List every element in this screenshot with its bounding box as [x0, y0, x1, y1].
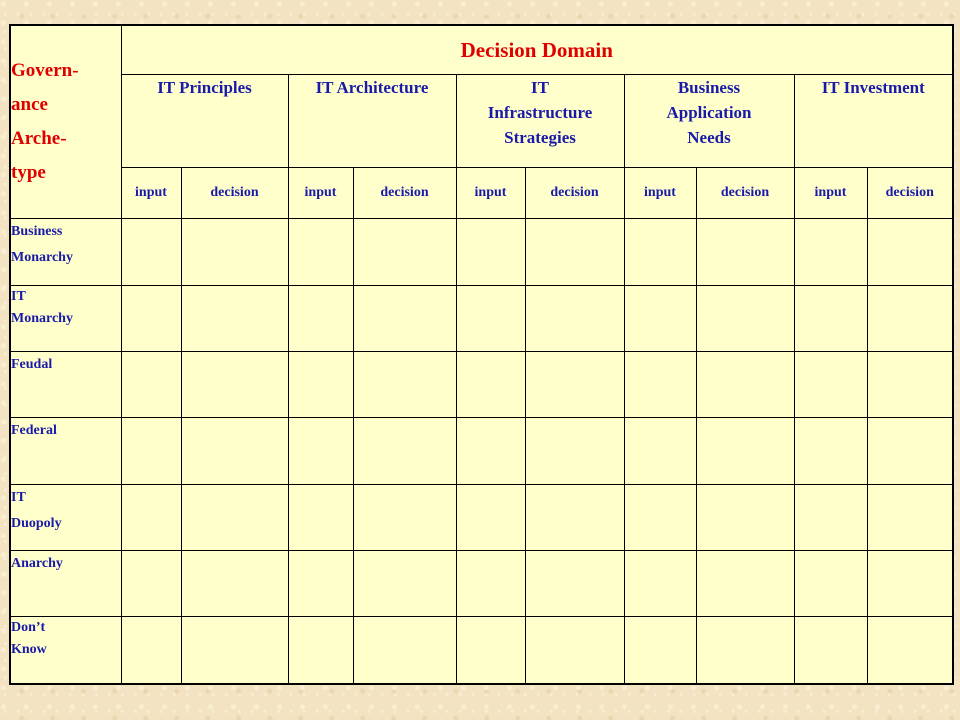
- row-label-line1: Don’t: [11, 620, 46, 636]
- table-cell: [353, 484, 456, 550]
- domain-it-architecture: [288, 75, 456, 168]
- table-cell: [288, 285, 353, 351]
- table-cell: [181, 550, 288, 616]
- table-cell: [696, 418, 794, 484]
- table-cell: [181, 285, 288, 351]
- domain-business-application-needs: [624, 75, 794, 168]
- table-cell: [624, 617, 696, 684]
- row-label-line2: Know: [11, 642, 47, 658]
- domain-label-line1: Business: [677, 78, 741, 98]
- domain-label-line3: Needs: [687, 128, 731, 148]
- table-cell: [353, 285, 456, 351]
- table-cell: [525, 219, 624, 285]
- row-label-line2: Duopoly: [11, 515, 62, 531]
- table-cell: [353, 351, 456, 417]
- archetype-header-line1: Govern-: [11, 60, 79, 82]
- table-cell: [696, 285, 794, 351]
- row-label-line1: IT: [11, 489, 26, 505]
- row-header-it-monarchy: [10, 285, 121, 351]
- table-row: [10, 285, 953, 351]
- table-cell: [456, 484, 525, 550]
- sub-header-input: input: [624, 168, 696, 219]
- archetype-header-line4: type: [11, 162, 46, 184]
- table-cell: [181, 484, 288, 550]
- table-cell: [696, 219, 794, 285]
- domain-it-principles: [121, 75, 288, 168]
- table-cell: [624, 219, 696, 285]
- row-label-line2: Monarchy: [11, 310, 73, 326]
- table-cell: [624, 285, 696, 351]
- table-cell: [794, 418, 867, 484]
- sub-header-input: input: [456, 168, 525, 219]
- table-cell: [867, 418, 953, 484]
- domain-it-investment: [794, 75, 953, 168]
- governance-archetype-table: [9, 24, 954, 685]
- row-header-it-duopoly: [10, 484, 121, 550]
- table-cell: [121, 617, 181, 684]
- domain-label-line1: IT: [531, 78, 549, 98]
- row-label-line1: Anarchy: [11, 555, 63, 571]
- domain-label: IT Architecture: [315, 78, 429, 98]
- table-cell: [121, 484, 181, 550]
- table-cell: [794, 351, 867, 417]
- table-row: [10, 418, 953, 484]
- table-cell: [696, 351, 794, 417]
- table-cell: [456, 550, 525, 616]
- sub-header-input: input: [288, 168, 353, 219]
- table-cell: [867, 550, 953, 616]
- domain-label-line2: Application: [666, 103, 752, 123]
- table-cell: [696, 550, 794, 616]
- sub-header-decision: decision: [181, 168, 288, 219]
- row-label-line1: Federal: [11, 423, 57, 439]
- table-cell: [288, 617, 353, 684]
- table-cell: [121, 219, 181, 285]
- sub-header-decision: decision: [696, 168, 794, 219]
- table-cell: [794, 617, 867, 684]
- sub-header-decision: decision: [353, 168, 456, 219]
- sub-header-input: input: [121, 168, 181, 219]
- row-header-dont-know: [10, 617, 121, 684]
- table-cell: [353, 617, 456, 684]
- table-cell: [525, 617, 624, 684]
- table-cell: [456, 617, 525, 684]
- table-cell: [456, 285, 525, 351]
- table-cell: [794, 219, 867, 285]
- table-cell: [696, 484, 794, 550]
- table-cell: [794, 550, 867, 616]
- table-cell: [288, 351, 353, 417]
- sub-header-decision: decision: [525, 168, 624, 219]
- table-cell: [181, 219, 288, 285]
- table-cell: [288, 219, 353, 285]
- table-cell: [525, 418, 624, 484]
- row-label-line2: Monarchy: [11, 250, 73, 266]
- row-header-federal: [10, 418, 121, 484]
- table-cell: [288, 550, 353, 616]
- table-cell: [867, 351, 953, 417]
- table-cell: [867, 285, 953, 351]
- table-cell: [696, 617, 794, 684]
- sub-header-decision: decision: [867, 168, 953, 219]
- sub-header-input: input: [794, 168, 867, 219]
- table-cell: [867, 219, 953, 285]
- row-label-line1: Business: [11, 224, 63, 240]
- table-row: [10, 550, 953, 616]
- table-cell: [288, 484, 353, 550]
- row-label-line1: IT: [11, 288, 26, 304]
- decision-domain-title: Decision Domain: [121, 25, 953, 75]
- domain-label: IT Principles: [157, 78, 252, 98]
- table-cell: [794, 484, 867, 550]
- table-cell: [867, 617, 953, 684]
- domain-label: IT Investment: [821, 78, 925, 98]
- table-cell: [181, 418, 288, 484]
- table-cell: [525, 285, 624, 351]
- table-cell: [624, 418, 696, 484]
- archetype-header-line2: ance: [11, 94, 48, 116]
- table-cell: [121, 550, 181, 616]
- table-cell: [456, 351, 525, 417]
- domain-label-line2: Infrastructure: [487, 103, 593, 123]
- archetype-header-line3: Arche-: [11, 128, 67, 150]
- table-cell: [624, 351, 696, 417]
- table-cell: [456, 219, 525, 285]
- table-cell: [624, 484, 696, 550]
- table-cell: [525, 351, 624, 417]
- table-cell: [525, 484, 624, 550]
- table-cell: [353, 418, 456, 484]
- table-cell: [121, 418, 181, 484]
- table-cell: [121, 285, 181, 351]
- table-row: [10, 351, 953, 417]
- domain-label-line3: Strategies: [504, 128, 576, 148]
- table-cell: [353, 550, 456, 616]
- row-header-feudal: [10, 351, 121, 417]
- row-header-anarchy: [10, 550, 121, 616]
- table-cell: [867, 484, 953, 550]
- table-cell: [624, 550, 696, 616]
- row-header-business-monarchy: [10, 219, 121, 285]
- table-cell: [288, 418, 353, 484]
- table-cell: [794, 285, 867, 351]
- table-cell: [525, 550, 624, 616]
- table-cell: [181, 617, 288, 684]
- table-cell: [353, 219, 456, 285]
- table-row: [10, 219, 953, 285]
- table-row: [10, 617, 953, 684]
- archetype-header-cell: [10, 25, 121, 219]
- row-label-line1: Feudal: [11, 356, 53, 372]
- table-cell: [121, 351, 181, 417]
- table-cell: [181, 351, 288, 417]
- table-row: [10, 484, 953, 550]
- domain-it-infrastructure-strategies: [456, 75, 624, 168]
- table-cell: [456, 418, 525, 484]
